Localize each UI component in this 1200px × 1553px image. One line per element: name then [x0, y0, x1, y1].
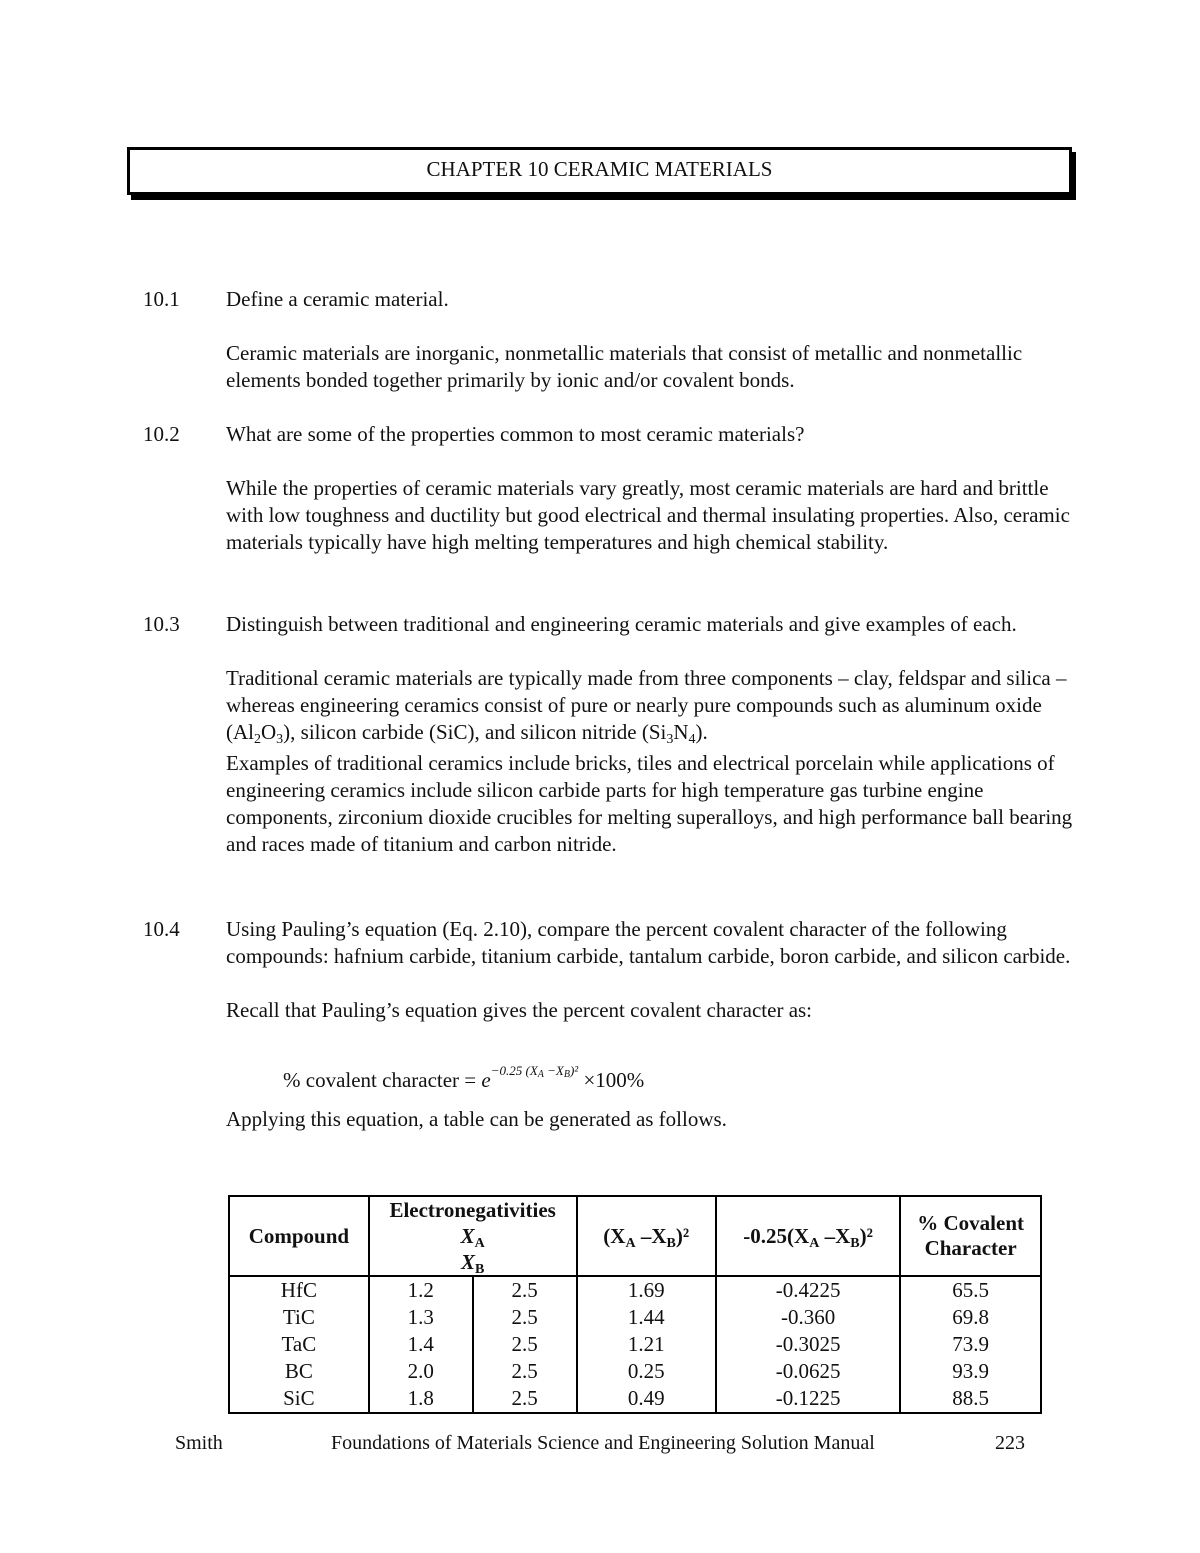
question-number: 10.1 — [143, 287, 180, 311]
question-number: 10.3 — [143, 612, 180, 636]
chapter-title-box — [127, 147, 1072, 195]
table-row: TiC 1.3 2.5 1.44 -0.360 69.8 — [229, 1304, 1041, 1331]
question-text: What are some of the properties common to most ceramic materials? — [226, 422, 805, 446]
question-number: 10.2 — [143, 422, 180, 446]
answer-text: While the properties of ceramic materials vary greatly, most ceramic materials are hard and brittle with low toughness and ductility but good electrical and thermal insulating properties. Also, ceramic materials typically have high melting temperatures and high chemical stability. — [226, 476, 1070, 554]
chapter-title: CHAPTER 10 CERAMIC MATERIALS — [426, 157, 773, 181]
pauling-equation: % covalent character = $e^{-0.25 (X_A -X_B)^2} \times 100\%$ — [283, 1063, 645, 1092]
header-percent-covalent: % Covalent Character — [900, 1196, 1041, 1276]
header-exponent: $-0.25(X_A$ $-X_B)^2$ — [716, 1196, 900, 1276]
answer-text: Ceramic materials are inorganic, nonmetallic materials that consist of metallic and nonmetallic elements bonded together primarily by ionic and/or covalent bonds. — [226, 341, 1023, 392]
answer-text: Traditional ceramic materials are typically made from three components – clay, feldspar and silica – whereas engineering ceramics consist of pure or nearly pure compounds such as aluminum oxide $(Al_2O_3)$, silicon carbide (SiC), and silicon nitride $(Si_3N_4)$. — [226, 666, 1067, 747]
footer-book-title: Foundations of Materials Science and Engineering Solution Manual — [331, 1432, 875, 1454]
covalent-character-table — [228, 1195, 1042, 1414]
footer-author: Smith — [175, 1432, 223, 1454]
footer-page-number: 223 — [995, 1432, 1025, 1454]
header-compound: Compound — [229, 1196, 369, 1276]
question-text: Define a ceramic material. — [226, 287, 449, 311]
table-row: TaC 1.4 2.5 1.21 -0.3025 73.9 — [229, 1331, 1041, 1358]
header-diff-squared: ($X_A$ $-X_B)^2$ — [577, 1196, 716, 1276]
table-row: HfC 1.2 2.5 1.69 -0.4225 65.5 — [229, 1276, 1041, 1304]
question-text: Using Pauling’s equation (Eq. 2.10), compare the percent covalent character of the following compounds: hafnium carbide, titanium carbide, tantalum carbide, boron carbide, and silicon carbide. — [226, 917, 1071, 968]
table-row: SiC 1.8 2.5 0.49 -0.1225 88.5 — [229, 1385, 1041, 1413]
table-row: BC 2.0 2.5 0.25 -0.0625 93.9 — [229, 1358, 1041, 1385]
answer-examples-text: Examples of traditional ceramics include bricks, tiles and electrical porcelain while applications of engineering ceramics include silicon carbide parts for high temperature gas turbine engine components, zirconium dioxide crucibles for melting superalloys, and high performance ball bearing and races made of titanium and carbon nitride. — [226, 751, 1073, 856]
question-text: Distinguish between traditional and engineering ceramic materials and give examples of each. — [226, 612, 1017, 636]
header-electronegativities: Electronegativities $X_AX_B$ — [369, 1196, 577, 1276]
question-number: 10.4 — [143, 917, 180, 941]
followup-text: Applying this equation, a table can be generated as follows. — [226, 1107, 727, 1131]
answer-text: Recall that Pauling’s equation gives the percent covalent character as: — [226, 998, 813, 1022]
